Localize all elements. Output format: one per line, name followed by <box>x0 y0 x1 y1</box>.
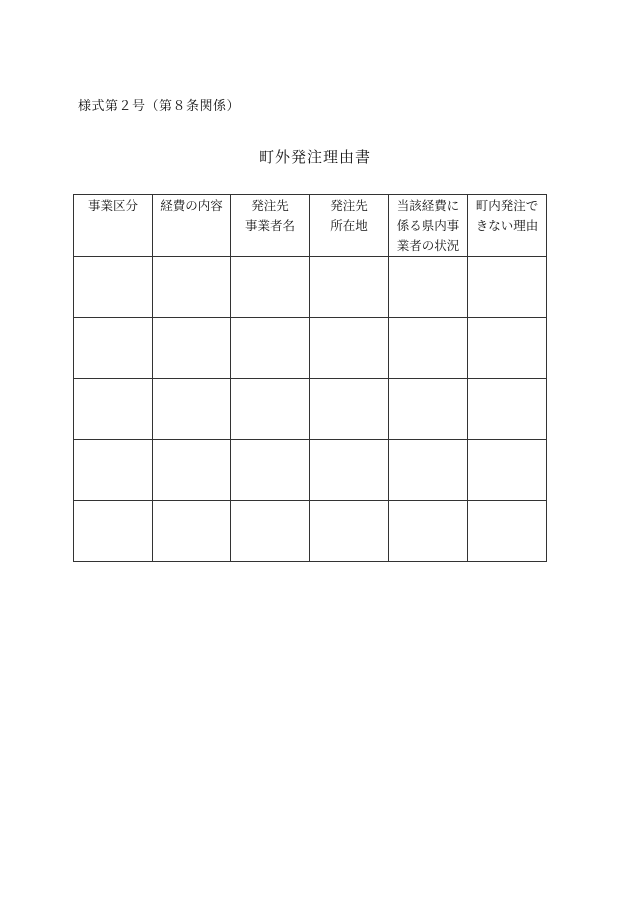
header-line: 発注先 <box>251 198 289 213</box>
table-cell[interactable] <box>74 379 153 440</box>
table-cell[interactable] <box>74 257 153 318</box>
table-cell[interactable] <box>153 501 231 562</box>
table-row <box>74 318 547 379</box>
header-line: 当該経費に <box>396 198 460 213</box>
table-cell[interactable] <box>389 257 468 318</box>
header-line: 係る県内事 <box>396 218 460 233</box>
table-cell[interactable] <box>231 501 310 562</box>
header-business-category <box>74 195 153 257</box>
table-row <box>74 257 547 318</box>
header-reason-not-local <box>468 195 547 257</box>
table-cell[interactable] <box>389 440 468 501</box>
table-cell[interactable] <box>74 440 153 501</box>
table-cell[interactable] <box>153 379 231 440</box>
header-prefecture-business-status <box>389 195 468 257</box>
table-cell[interactable] <box>310 501 389 562</box>
header-expense-content <box>153 195 231 257</box>
table-cell[interactable] <box>468 318 547 379</box>
header-line: 業者の状況 <box>396 238 460 253</box>
table-cell[interactable] <box>310 379 389 440</box>
header-line: 所在地 <box>330 218 368 233</box>
document-title: 町外発注理由書 <box>258 148 371 166</box>
form-number-label: 様式第２号（第８条関係） <box>78 99 241 114</box>
table-header-row <box>74 195 547 257</box>
table-cell[interactable] <box>389 379 468 440</box>
table-row <box>74 379 547 440</box>
table-cell[interactable] <box>468 379 547 440</box>
table-cell[interactable] <box>231 318 310 379</box>
table-cell[interactable] <box>153 257 231 318</box>
table-cell[interactable] <box>231 379 310 440</box>
header-contractor-location <box>310 195 389 257</box>
header-line: 町内発注で <box>475 198 539 213</box>
header-line: 経費の内容 <box>160 198 223 213</box>
header-line: きない理由 <box>475 218 539 233</box>
table-row <box>74 501 547 562</box>
header-line: 事業区分 <box>87 198 138 213</box>
table-cell[interactable] <box>231 440 310 501</box>
table-cell[interactable] <box>310 257 389 318</box>
table-cell[interactable] <box>468 257 547 318</box>
table-cell[interactable] <box>468 440 547 501</box>
outsourcing-reason-table <box>73 194 547 562</box>
table-cell[interactable] <box>153 318 231 379</box>
table-row <box>74 440 547 501</box>
table-cell[interactable] <box>310 440 389 501</box>
table-cell[interactable] <box>389 501 468 562</box>
table-body <box>74 257 547 562</box>
table-cell[interactable] <box>310 318 389 379</box>
table-cell[interactable] <box>153 440 231 501</box>
table-cell[interactable] <box>389 318 468 379</box>
header-line: 発注先 <box>330 198 368 213</box>
table-cell[interactable] <box>74 501 153 562</box>
header-line: 事業者名 <box>244 218 295 233</box>
table-cell[interactable] <box>231 257 310 318</box>
table-cell[interactable] <box>74 318 153 379</box>
header-contractor-name <box>231 195 310 257</box>
table-cell[interactable] <box>468 501 547 562</box>
